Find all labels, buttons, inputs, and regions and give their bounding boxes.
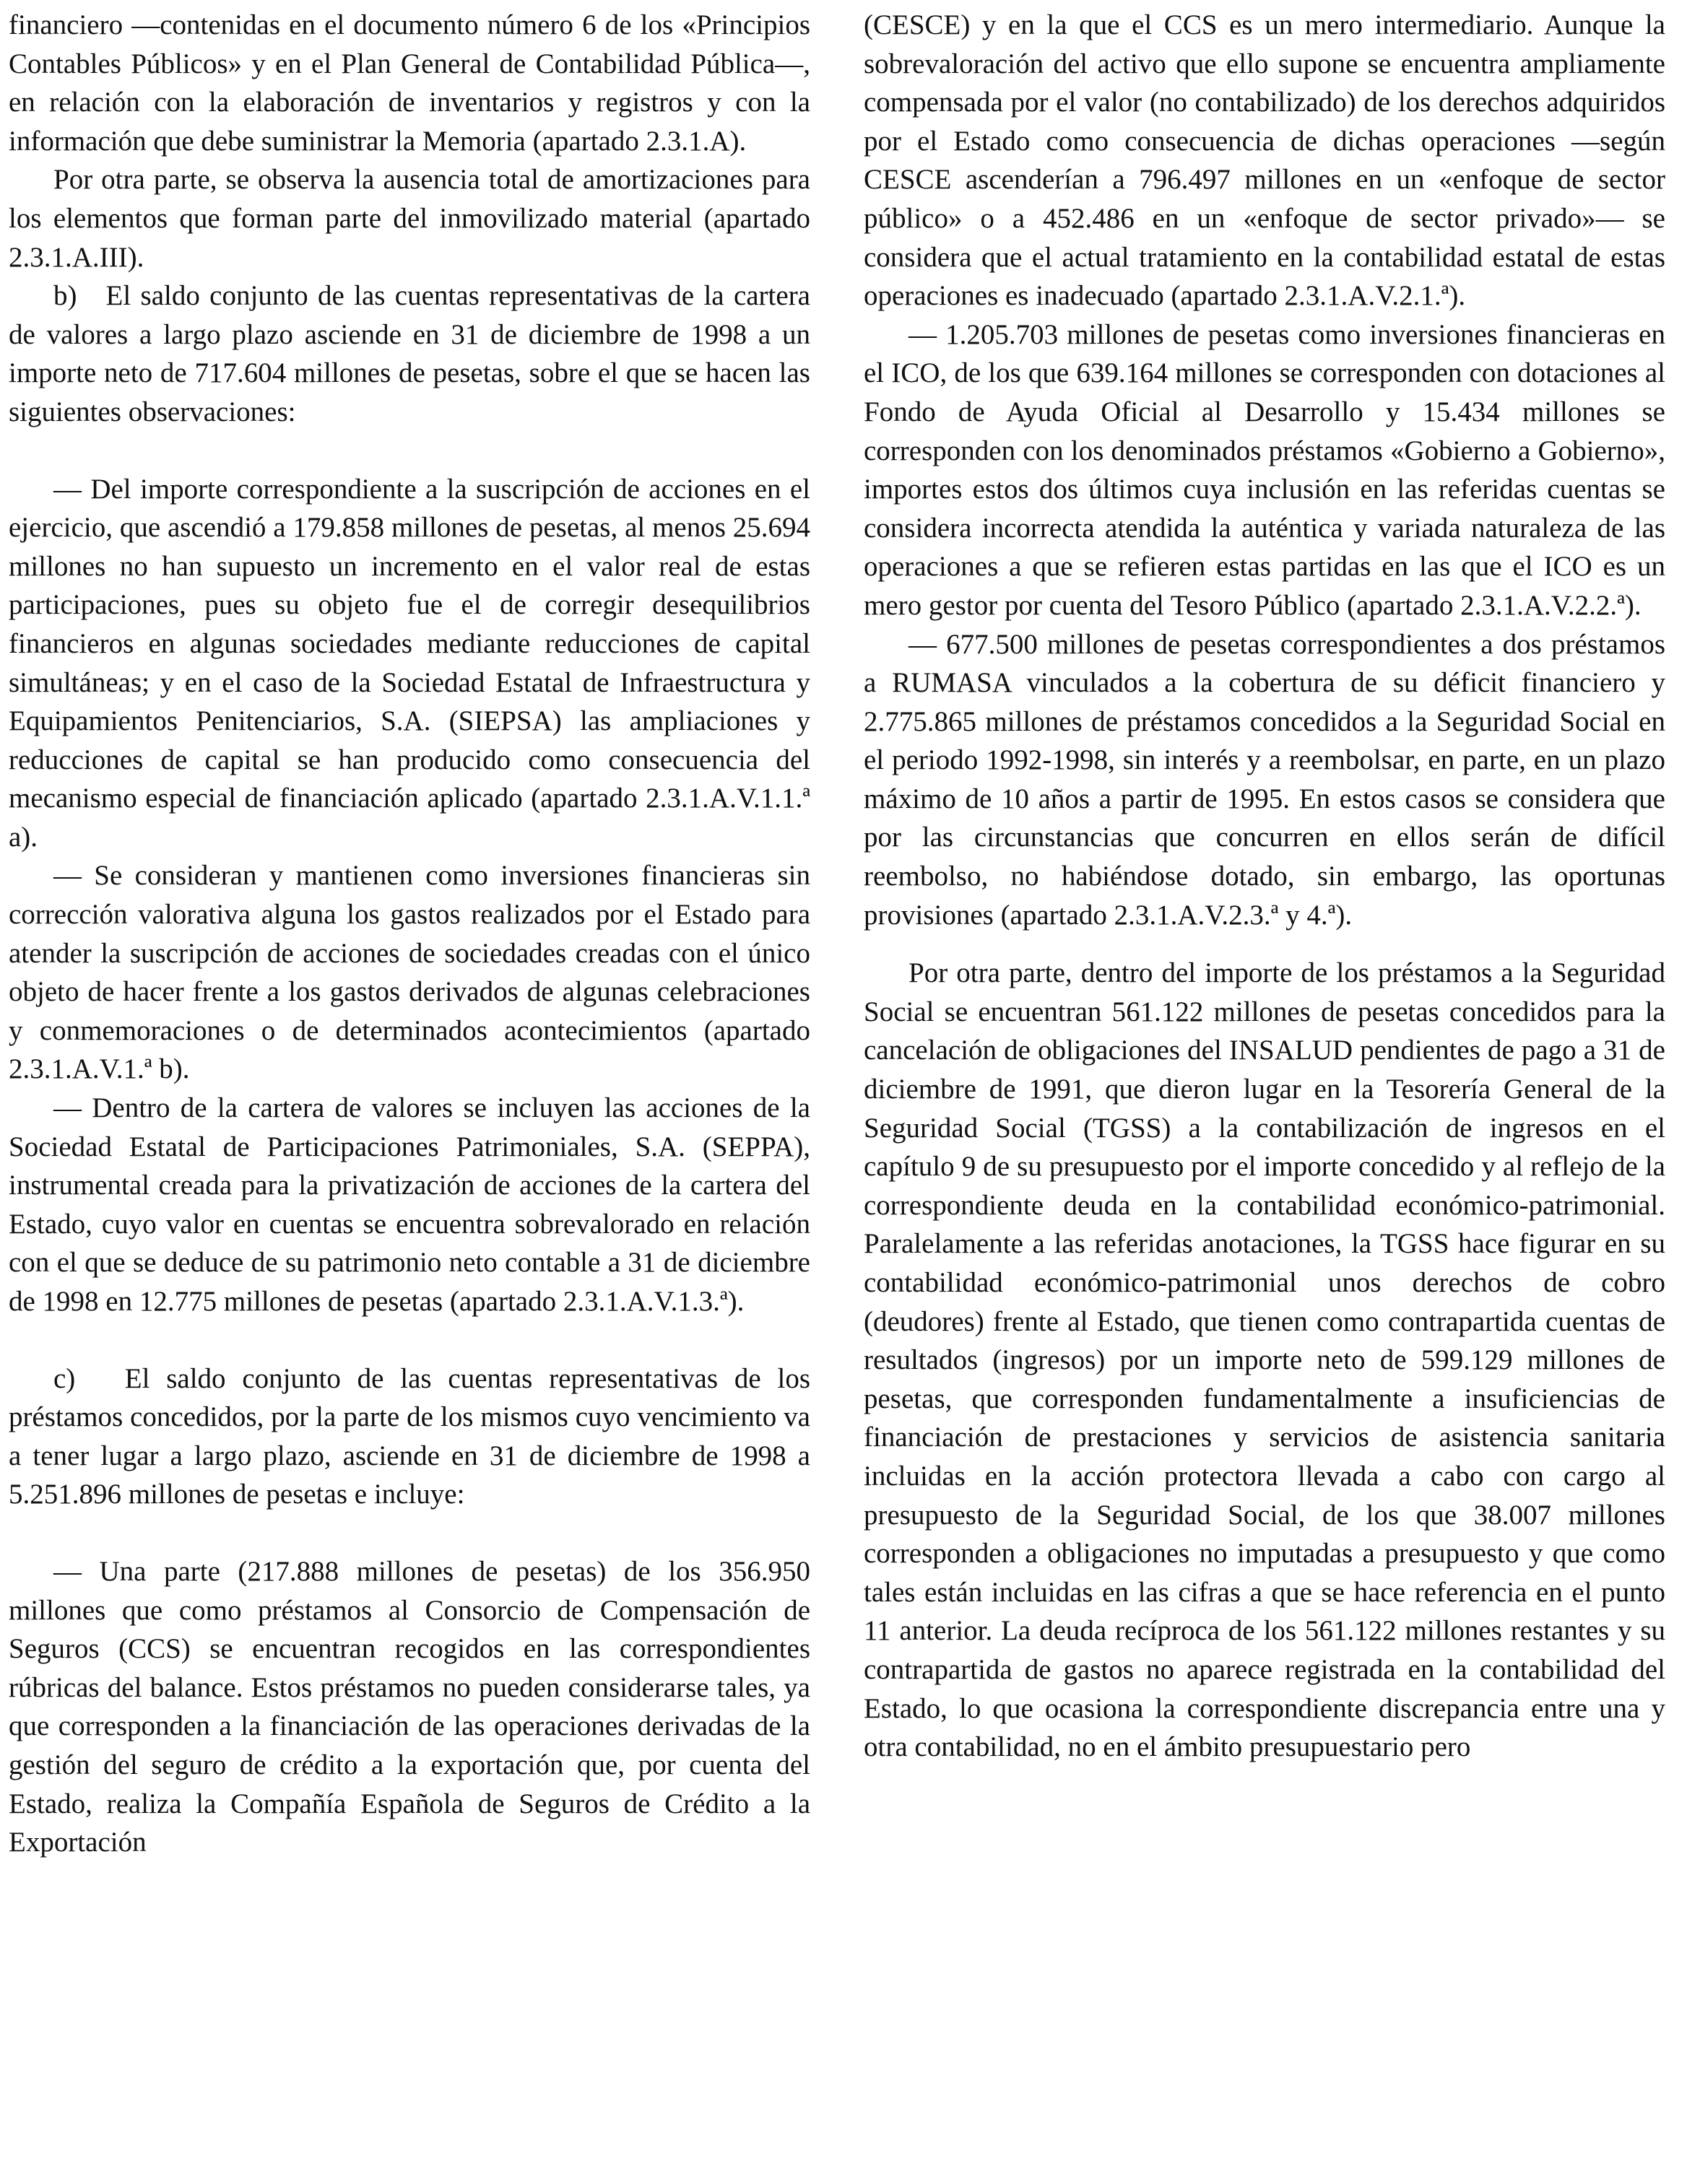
list-marker-b: b): [53, 280, 77, 312]
paragraph-ccs-loans: — Una parte (217.888 millones de pesetas) de los 356.950 millones que como préstamos al Consorcio de Compensación de Seguros (CCS) se encuentran recogidos en las correspondientes rúbricas del balance. Estos préstamos no pueden considerarse tales, ya que corresponden a la financiación de las operaciones derivadas de la gestión del seguro de crédito a la exportación que, por cuenta del Estado, realiza la Compañía Española de Seguros de Crédito a la Exportación: [9, 1555, 810, 1858]
paragraph-loans-balance: [9, 1359, 810, 1514]
paragraph-rumasa: — 677.500 millones de pesetas correspondientes a dos préstamos a RUMASA vinculados a la cobertura de su déficit financiero y 2.775.865 millones de préstamos concedidos a la Seguridad Social en el periodo 1992-1998, sin interés y a reembolsar, en parte, en un plazo máximo de 10 años a partir de 1995. En estos casos se considera que por las circunstancias que concurren en ellos serán de difícil reembolso, no habiéndose dotado, sin embargo, las oportunas provisiones (apartado 2.3.1.A.V.2.3.ª y 4.ª).: [864, 628, 1665, 931]
paragraph-amortization: Por otra parte, se observa la ausencia total de amortizaciones para los elementos que forman parte del inmovilizado material (apartado 2.3.1.A.III).: [9, 164, 810, 273]
list-marker-c: c): [53, 1362, 76, 1394]
left-column: [9, 6, 810, 1862]
paragraph-ico: — 1.205.703 millones de pesetas como inversiones financieras en el ICO, de los que 639.164 millones se corresponden con dotaciones al Fondo de Ayuda Oficial al Desarrollo y 15.434 millones se corresponden con los denominados préstamos «Gobierno a Gobierno», importes estos dos últimos cuya inclusión en las referidas cuentas se considera incorrecta atendida la auténtica y variada naturaleza de las operaciones a que se refieren estas partidas en las que el ICO es un mero gestor por cuenta del Tesoro Público (apartado 2.3.1.A.V.2.2.ª).: [864, 318, 1665, 621]
paragraph-portfolio-balance: [9, 277, 810, 431]
loans-balance-text: El saldo conjunto de las cuentas representativas de los préstamos concedidos, por la parte de los mismos cuyo vencimiento va a tener lugar a largo plazo, asciende en 31 de diciembre de 1998 a 5.251.896 millones de pesetas e incluye:: [9, 1362, 810, 1510]
spacer: [9, 1514, 810, 1552]
paragraph-share-subscription: — Del importe correspondiente a la suscripción de acciones en el ejercicio, que ascendió a 179.858 millones de pesetas, al menos 25.694 millones no han supuesto un incremento en el valor real de estas participaciones, pues su objeto fue el de corregir desequilibrios financieros en algunas sociedades mediante reducciones de capital simultáneas; y en el caso de la Sociedad Estatal de Infraestructura y Equipamientos Penitenciarios, S.A. (SIEPSA) las ampliaciones y reducciones de capital se han producido como consecuencia del mecanismo especial de financiación aplicado (apartado 2.3.1.A.V.1.1.ª a).: [9, 473, 810, 853]
spacer: [9, 1321, 810, 1359]
paragraph-seppa: — Dentro de la cartera de valores se incluyen las acciones de la Sociedad Estatal de Participaciones Patrimoniales, S.A. (SEPPA), instrumental creada para la privatización de acciones de la cartera del Estado, cuyo valor en cuentas se encuentra sobrevalorado en relación con el que se deduce de su patrimonio neto contable a 31 de diciembre de 1998 en 12.775 millones de pesetas (apartado 2.3.1.A.V.1.3.ª).: [9, 1092, 810, 1317]
paragraph-financial-investments: — Se consideran y mantienen como inversiones financieras sin corrección valorativa alguna los gastos realizados por el Estado para atender la suscripción de acciones de sociedades creadas con el único objeto de hacer frente a los gastos derivados de algunas celebraciones y conmemoraciones o de determinados acontecimientos (apartado 2.3.1.A.V.1.ª b).: [9, 860, 810, 1085]
portfolio-balance-text: El saldo conjunto de las cuentas representativas de la cartera de valores a largo plazo asciende en 31 de diciembre de 1998 a un importe neto de 717.604 millones de pesetas, sobre el que se hacen las siguientes observaciones:: [9, 280, 810, 427]
paragraph-social-security-loans: Por otra parte, dentro del importe de los préstamos a la Seguridad Social se encuentran 561.122 millones de pesetas concedidos para la cancelación de obligaciones del INSALUD pendientes de pago a 31 de diciembre de 1991, que dieron lugar en la Tesorería General de la Seguridad Social (TGSS) a la contabilización de ingresos en el capítulo 9 de su presupuesto por el importe concedido y al reflejo de la correspondiente deuda en la contabilidad económico-patrimonial. Paralelamente a las referidas anotaciones, la TGSS hace figurar en su contabilidad económico-patrimonial unos derechos de cobro (deudores) frente al Estado, que tienen como contrapartida cuentas de resultados (ingresos) por un importe neto de 599.129 millones de pesetas, que corresponden fundamentalmente a insuficiencias de financiación de prestaciones y servicios de asistencia sanitaria incluidas en la acción protectora llevada a cabo con cargo al presupuesto de la Seguridad Social, de los que 38.007 millones corresponden a obligaciones no imputadas a presupuesto y que como tales están incluidas en las cifras a que se hace referencia en el punto 11 anterior. La deuda recíproca de los 561.122 millones restantes y su contrapartida de gastos no aparece registrada en la contabilidad del Estado, lo que ocasiona la correspondiente discrepancia entre una y otra contabilidad, no en el ámbito presupuestario pero: [864, 957, 1665, 1763]
paragraph-inventory-requirements: financiero —contenidas en el documento número 6 de los «Principios Contables Públicos» y en el Plan General de Contabilidad Pública—, en relación con la elaboración de inventarios y registros y con la información que debe suministrar la Memoria (apartado 2.3.1.A).: [9, 9, 810, 157]
spacer: [9, 432, 810, 470]
paragraph-cesce: (CESCE) y en la que el CCS es un mero intermediario. Aunque la sobrevaloración del activo que ello supone se encuentra ampliamente compensada por el valor (no contabilizado) de los derechos adquiridos por el Estado como consecuencia de dichas operaciones —según CESCE ascenderían a 796.497 millones en un «enfoque de sector público» o a 452.486 en un «enfoque de sector privado»— se considera que el actual tratamiento en la contabilidad estatal de estas operaciones es inadecuado (apartado 2.3.1.A.V.2.1.ª).: [864, 9, 1665, 312]
right-column: [864, 6, 1665, 1767]
spacer: [864, 934, 1665, 954]
